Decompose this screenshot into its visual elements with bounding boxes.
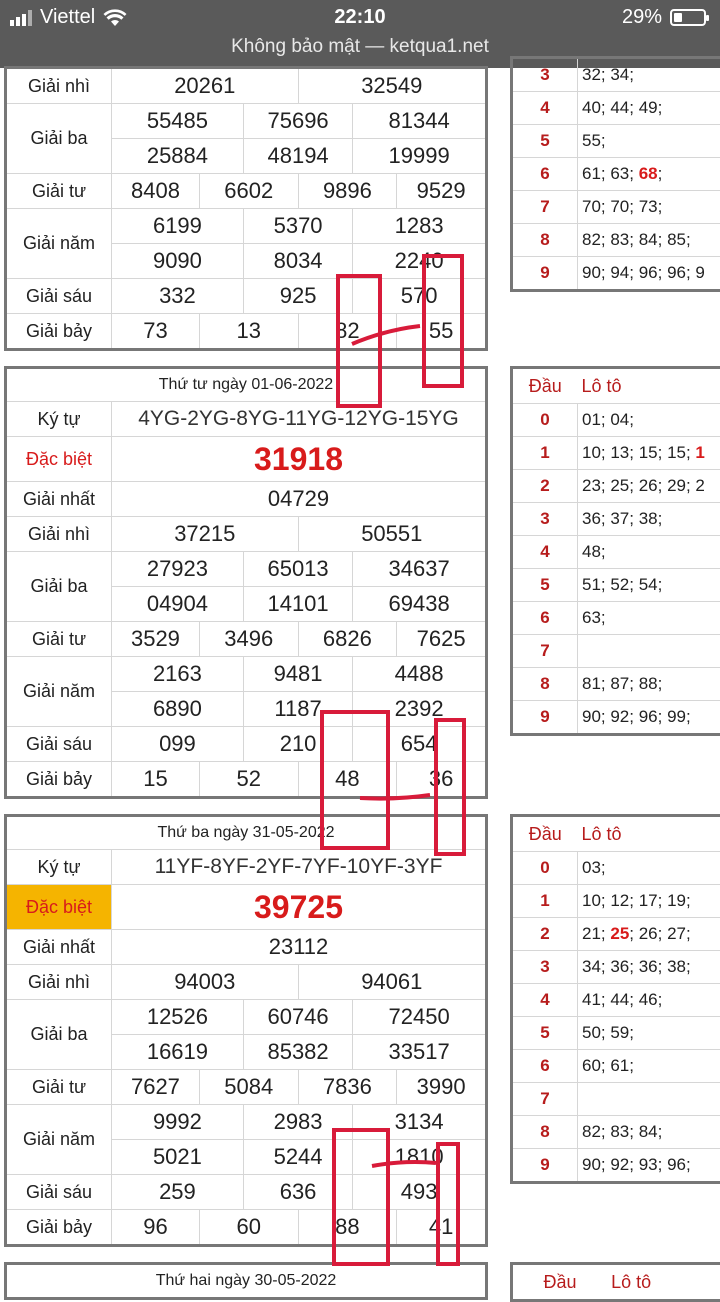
prize-number: 8408 [112, 174, 200, 209]
loto-head: 8 [512, 1116, 578, 1149]
loto-head: 9 [512, 1149, 578, 1183]
loto-values: 90; 92; 93; 96; [578, 1149, 720, 1183]
loto-head: 6 [512, 1050, 578, 1083]
prize-number: 6890 [112, 692, 244, 727]
loto-highlight: 1 [695, 443, 704, 462]
loto-row [512, 569, 720, 602]
ky-tu-value: 11YF-8YF-2YF-7YF-10YF-3YF [112, 850, 487, 885]
result-table-2 [4, 366, 488, 799]
loto-row [512, 503, 720, 536]
prize-number: 41 [397, 1210, 487, 1246]
loto-values [578, 437, 720, 470]
loto-row [512, 885, 720, 918]
prize-number: 654 [353, 727, 487, 762]
prize-number: 12526 [112, 1000, 244, 1035]
prize-number: 259 [112, 1175, 244, 1210]
draw-date[interactable]: Thứ hai ngày 30-05-2022 [6, 1264, 487, 1299]
prize-number: 04904 [112, 587, 244, 622]
loto-values: 82; 83; 84; [578, 1116, 720, 1149]
prize-number: 9090 [112, 244, 244, 279]
loto-row [512, 984, 720, 1017]
prize-number: 50551 [298, 517, 486, 552]
draw-date[interactable]: Thứ tư ngày 01-06-2022 [6, 368, 487, 402]
label-giai-nam: Giải năm [6, 1105, 112, 1175]
prize-number: 13 [199, 314, 298, 350]
row-giai-bay [6, 314, 487, 350]
prize-number: 099 [112, 727, 244, 762]
special-prize-number: 31918 [112, 437, 487, 482]
label-giai-bay: Giải bảy [6, 762, 112, 798]
loto-head: 6 [512, 602, 578, 635]
loto-head: 8 [512, 668, 578, 701]
loto-row [512, 951, 720, 984]
label-giai-nhat: Giải nhất [6, 930, 112, 965]
battery-icon [670, 9, 706, 26]
loto-row [512, 437, 720, 470]
prize-number: 72450 [353, 1000, 487, 1035]
label-giai-sau: Giải sáu [6, 279, 112, 314]
loto-values: 55; [578, 125, 720, 158]
prize-number: 04729 [112, 482, 487, 517]
loto-row [512, 701, 720, 735]
loto-values: 90; 92; 96; 99; [578, 701, 720, 735]
loto-values: 36; 37; 38; [578, 503, 720, 536]
prize-number: 27923 [112, 552, 244, 587]
loto-head: 0 [512, 852, 578, 885]
loto-values: 63; [578, 602, 720, 635]
loto-row [512, 602, 720, 635]
prize-number: 65013 [243, 552, 352, 587]
loto-row [512, 58, 720, 92]
prize-number: 9481 [243, 657, 352, 692]
loto-text: ; 26; 27; [629, 924, 690, 943]
loto-head: 8 [512, 224, 578, 257]
prize-number: 9992 [112, 1105, 244, 1140]
loto-head: 6 [512, 158, 578, 191]
loto-head: 5 [512, 125, 578, 158]
prize-number: 32549 [298, 68, 486, 104]
prize-number: 6826 [298, 622, 397, 657]
prize-number: 23112 [112, 930, 487, 965]
prize-number: 96 [112, 1210, 200, 1246]
loto-values: 01; 04; [578, 404, 720, 437]
result-table-3 [4, 814, 488, 1247]
loto-row [512, 1050, 720, 1083]
loto-header-dau: Đầu [512, 368, 578, 404]
loto-row [512, 224, 720, 257]
label-giai-ba: Giải ba [6, 552, 112, 622]
loto-row [512, 125, 720, 158]
loto-head: 0 [512, 404, 578, 437]
label-giai-ba: Giải ba [6, 1000, 112, 1070]
loto-header-dau: Đầu [512, 1264, 608, 1301]
label-giai-ba: Giải ba [6, 104, 112, 174]
loto-head: 5 [512, 1017, 578, 1050]
prize-number: 2240 [353, 244, 487, 279]
loto-row [512, 918, 720, 951]
prize-number: 3496 [199, 622, 298, 657]
prize-number: 9896 [298, 174, 397, 209]
prize-number: 5021 [112, 1140, 244, 1175]
loto-highlight: 25 [610, 924, 629, 943]
label-giai-tu: Giải tư [6, 622, 112, 657]
loto-row [512, 158, 720, 191]
prize-number: 55485 [112, 104, 244, 139]
loto-row [512, 191, 720, 224]
loto-values: 48; [578, 536, 720, 569]
label-giai-nhi: Giải nhì [6, 68, 112, 104]
label-giai-tu: Giải tư [6, 1070, 112, 1105]
row-giai-ba [6, 104, 487, 139]
result-table-1 [4, 66, 488, 351]
label-giai-bay: Giải bảy [6, 314, 112, 350]
battery-percent: 29% [622, 6, 662, 29]
prize-number: 52 [199, 762, 298, 798]
battery-info [622, 6, 706, 29]
loto-row [512, 668, 720, 701]
prize-number: 636 [243, 1175, 352, 1210]
prize-number: 81344 [353, 104, 487, 139]
loto-text: 10; 13; 15; 15; [582, 443, 695, 462]
loto-table-3 [510, 814, 720, 1184]
loto-row [512, 536, 720, 569]
prize-number: 85382 [243, 1035, 352, 1070]
loto-values: 23; 25; 26; 29; 2 [578, 470, 720, 503]
loto-header-loto: Lô tô [578, 368, 720, 404]
prize-number: 3134 [353, 1105, 487, 1140]
prize-number: 73 [112, 314, 200, 350]
prize-number: 8034 [243, 244, 352, 279]
loto-values: 34; 36; 36; 38; [578, 951, 720, 984]
loto-head: 3 [512, 951, 578, 984]
loto-row [512, 257, 720, 291]
label-giai-nhat: Giải nhất [6, 482, 112, 517]
carrier-name: Viettel [40, 6, 95, 29]
loto-highlight: 68 [639, 164, 658, 183]
draw-date[interactable]: Thứ ba ngày 31-05-2022 [6, 816, 487, 850]
loto-header-loto: Lô tô [578, 816, 720, 852]
prize-number: 75696 [243, 104, 352, 139]
prize-number: 1283 [353, 209, 487, 244]
prize-number: 3529 [112, 622, 200, 657]
label-ky-tu: Ký tự [6, 402, 112, 437]
loto-table-2 [510, 366, 720, 736]
loto-values: 51; 52; 54; [578, 569, 720, 602]
label-giai-sau: Giải sáu [6, 1175, 112, 1210]
label-giai-bay: Giải bảy [6, 1210, 112, 1246]
loto-row [512, 635, 720, 668]
loto-header-loto: Lô tô [607, 1264, 720, 1301]
loto-values: 40; 44; 49; [578, 92, 720, 125]
prize-number: 2163 [112, 657, 244, 692]
prize-number: 2983 [243, 1105, 352, 1140]
prize-number: 94003 [112, 965, 299, 1000]
loto-values: 32; 34; [578, 58, 720, 92]
prize-number: 4488 [353, 657, 487, 692]
loto-head: 3 [512, 503, 578, 536]
loto-head: 9 [512, 701, 578, 735]
label-giai-sau: Giải sáu [6, 727, 112, 762]
row-giai-tu [6, 174, 487, 209]
prize-number: 2392 [353, 692, 487, 727]
label-giai-nam: Giải năm [6, 209, 112, 279]
loto-head: 2 [512, 470, 578, 503]
prize-number: 6199 [112, 209, 244, 244]
ky-tu-value: 4YG-2YG-8YG-11YG-12YG-15YG [112, 402, 487, 437]
loto-values: 90; 94; 96; 96; 9 [578, 257, 720, 291]
prize-number: 5084 [199, 1070, 298, 1105]
prize-number: 1810 [353, 1140, 487, 1175]
label-giai-nhi: Giải nhì [6, 965, 112, 1000]
loto-values [578, 158, 720, 191]
loto-values [578, 918, 720, 951]
special-prize-number: 39725 [112, 885, 487, 930]
loto-head: 5 [512, 569, 578, 602]
loto-values: 41; 44; 46; [578, 984, 720, 1017]
prize-number: 7625 [397, 622, 487, 657]
loto-head: 7 [512, 635, 578, 668]
row-giai-nam [6, 209, 487, 244]
label-giai-tu: Giải tư [6, 174, 112, 209]
prize-number: 48194 [243, 139, 352, 174]
loto-head: 2 [512, 918, 578, 951]
loto-text: ; [658, 164, 663, 183]
prize-number: 5244 [243, 1140, 352, 1175]
prize-number: 20261 [112, 68, 299, 104]
prize-number: 7627 [112, 1070, 200, 1105]
prize-number: 25884 [112, 139, 244, 174]
label-giai-nam: Giải năm [6, 657, 112, 727]
loto-head: 9 [512, 257, 578, 291]
loto-values: 10; 12; 17; 19; [578, 885, 720, 918]
loto-head: 1 [512, 437, 578, 470]
prize-number: 82 [298, 314, 397, 350]
loto-head: 4 [512, 92, 578, 125]
prize-number: 7836 [298, 1070, 397, 1105]
loto-row [512, 404, 720, 437]
loto-header-dau: Đầu [512, 816, 578, 852]
loto-row [512, 1017, 720, 1050]
prize-number: 60 [199, 1210, 298, 1246]
prize-number: 48 [298, 762, 397, 798]
prize-number: 55 [397, 314, 487, 350]
prize-number: 33517 [353, 1035, 487, 1070]
prize-number: 34637 [353, 552, 487, 587]
prize-number: 9529 [397, 174, 487, 209]
loto-head: 4 [512, 984, 578, 1017]
loto-text: 21; [582, 924, 610, 943]
label-giai-nhi: Giải nhì [6, 517, 112, 552]
prize-number: 1187 [243, 692, 352, 727]
loto-row [512, 1149, 720, 1183]
prize-number: 925 [243, 279, 352, 314]
loto-head: 4 [512, 536, 578, 569]
row-giai-nhi [6, 68, 487, 104]
prize-number: 60746 [243, 1000, 352, 1035]
prize-number: 37215 [112, 517, 299, 552]
loto-values: 70; 70; 73; [578, 191, 720, 224]
prize-number: 69438 [353, 587, 487, 622]
prize-number: 5370 [243, 209, 352, 244]
loto-head: 1 [512, 885, 578, 918]
loto-head: 7 [512, 191, 578, 224]
prize-number: 3990 [397, 1070, 487, 1105]
prize-number: 15 [112, 762, 200, 798]
loto-row [512, 92, 720, 125]
prize-number: 16619 [112, 1035, 244, 1070]
loto-text: 61; 63; [582, 164, 639, 183]
prize-number: 36 [397, 762, 487, 798]
prize-number: 94061 [298, 965, 486, 1000]
prize-number: 210 [243, 727, 352, 762]
loto-values: 03; [578, 852, 720, 885]
prize-number: 19999 [353, 139, 487, 174]
label-ky-tu: Ký tự [6, 850, 112, 885]
loto-values: 50; 59; [578, 1017, 720, 1050]
loto-row [512, 1116, 720, 1149]
loto-values [578, 1083, 720, 1116]
clock: 22:10 [0, 6, 720, 29]
label-dac-biet: Đặc biệt [6, 437, 112, 482]
prize-number: 570 [353, 279, 487, 314]
prize-number: 332 [112, 279, 244, 314]
prize-number: 6602 [199, 174, 298, 209]
prize-number: 88 [298, 1210, 397, 1246]
loto-values: 60; 61; [578, 1050, 720, 1083]
loto-row [512, 852, 720, 885]
row-giai-sau [6, 279, 487, 314]
loto-row [512, 1083, 720, 1116]
label-dac-biet: Đặc biệt [6, 885, 112, 930]
loto-table-1 [510, 56, 720, 292]
loto-values: 82; 83; 84; 85; [578, 224, 720, 257]
loto-values: 81; 87; 88; [578, 668, 720, 701]
url-bar[interactable]: Không bảo mật — ketqua1.net [0, 36, 720, 58]
loto-row [512, 470, 720, 503]
loto-table-4 [510, 1262, 720, 1302]
result-table-4 [4, 1262, 488, 1300]
prize-number: 493 [353, 1175, 487, 1210]
loto-values [578, 635, 720, 668]
prize-number: 14101 [243, 587, 352, 622]
loto-head: 7 [512, 1083, 578, 1116]
loto-head: 3 [512, 58, 578, 92]
